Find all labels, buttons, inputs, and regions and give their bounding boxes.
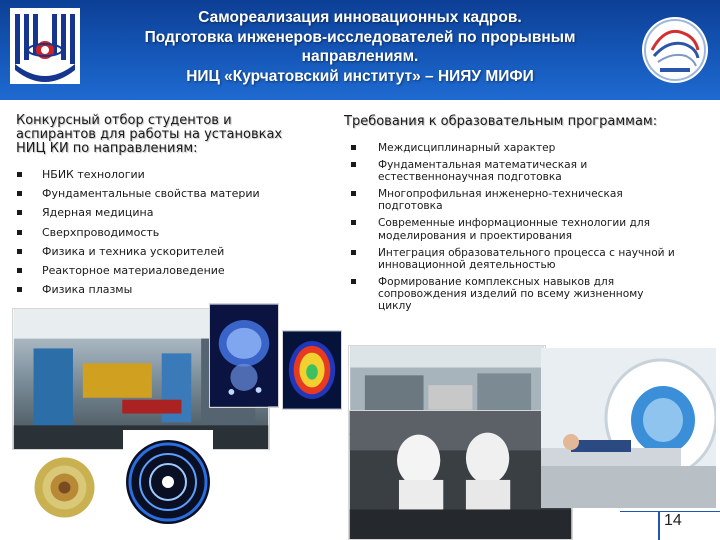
page-number-marker	[658, 512, 660, 540]
bullet-icon	[17, 268, 22, 273]
list-item-line: Фундаментальная математическая и	[378, 159, 588, 171]
right-section-heading: Требования к образовательным программам:	[344, 114, 658, 129]
left-heading-line: НИЦ КИ по направлениям:	[16, 141, 198, 156]
bullet-icon	[17, 191, 22, 196]
list-item-line: подготовка	[378, 200, 443, 213]
list-item-label: Сверхпроводимость	[42, 225, 160, 239]
list-item-label: Физика и техника ускорителей	[42, 244, 225, 258]
list-item-line: Многопрофильная инженерно-техническая	[378, 188, 623, 201]
list-item	[16, 203, 316, 222]
bullet-icon	[17, 210, 22, 215]
list-item	[348, 142, 708, 154]
title-line-1: Самореализация инновационных кадров.	[198, 9, 522, 26]
list-item	[16, 223, 316, 242]
bullet-icon	[17, 230, 22, 235]
program-requirements-list	[348, 142, 708, 317]
title-line-4: НИЦ «Курчатовский институт» – НИЯУ МИФИ	[186, 67, 534, 85]
list-item	[348, 159, 708, 183]
list-item-label: Фундаментальные свойства материи	[42, 187, 260, 201]
left-heading-line: аспирантов для работы на установках	[16, 127, 283, 142]
bullet-icon	[17, 172, 22, 177]
bullet-icon	[351, 145, 356, 150]
list-item-line: естественнонаучная подготовка	[378, 171, 562, 184]
mephi-logo-icon	[640, 10, 710, 90]
bullet-icon	[17, 249, 22, 254]
list-item	[16, 242, 316, 261]
list-item-label: Ядерная медицина	[42, 206, 154, 220]
list-item-line: Междисциплинарный характер	[378, 142, 556, 154]
list-item	[16, 184, 316, 203]
left-section-heading	[16, 114, 316, 156]
bullet-icon	[351, 220, 356, 225]
list-item-line: инновационной деятельностью	[378, 258, 556, 271]
mri-scanner-photo	[541, 348, 716, 508]
bullet-icon	[351, 279, 356, 284]
list-item	[348, 276, 708, 313]
slide-header	[0, 0, 720, 100]
list-item-label: Реакторное материаловедение	[42, 264, 225, 278]
diffraction-pattern-photo	[123, 430, 213, 535]
kurchatov-logo-icon	[10, 8, 80, 84]
brain-neurons-photo	[209, 303, 279, 408]
title-line-2: Подготовка инженеров-исследователей по прорывным	[144, 28, 576, 46]
list-item	[16, 165, 316, 184]
list-item-line: Формирование комплексных навыков для	[378, 275, 615, 288]
list-item-line: моделирования и проектирования	[378, 229, 572, 242]
slide-title	[90, 8, 630, 86]
clean-room-workers-photo	[348, 410, 573, 540]
title-line-3: направлениям.	[301, 48, 419, 65]
list-item-line: циклу	[378, 300, 412, 313]
bullet-icon	[351, 162, 356, 167]
left-heading-line: Конкурсный отбор студентов и	[16, 113, 232, 128]
page-number: 14	[664, 512, 682, 529]
bullet-icon	[351, 250, 356, 255]
reactor-sample-photo	[32, 455, 97, 520]
list-item	[16, 280, 316, 299]
list-item	[348, 188, 708, 212]
pet-scan-photo	[282, 330, 342, 410]
list-item-label: НБИК технологии	[42, 168, 145, 181]
list-item	[16, 261, 316, 280]
bullet-icon	[351, 191, 356, 196]
list-item	[348, 247, 708, 271]
list-item-line: Интеграция образовательного процесса с научной и	[378, 246, 675, 259]
research-directions-list	[16, 165, 316, 299]
list-item-line: сопровождения изделий по всему жизненному	[378, 288, 644, 301]
bullet-icon	[17, 287, 22, 292]
list-item-line: Современные информационные технологии для	[378, 217, 651, 230]
list-item	[348, 217, 708, 241]
list-item-label: Физика плазмы	[42, 283, 133, 297]
